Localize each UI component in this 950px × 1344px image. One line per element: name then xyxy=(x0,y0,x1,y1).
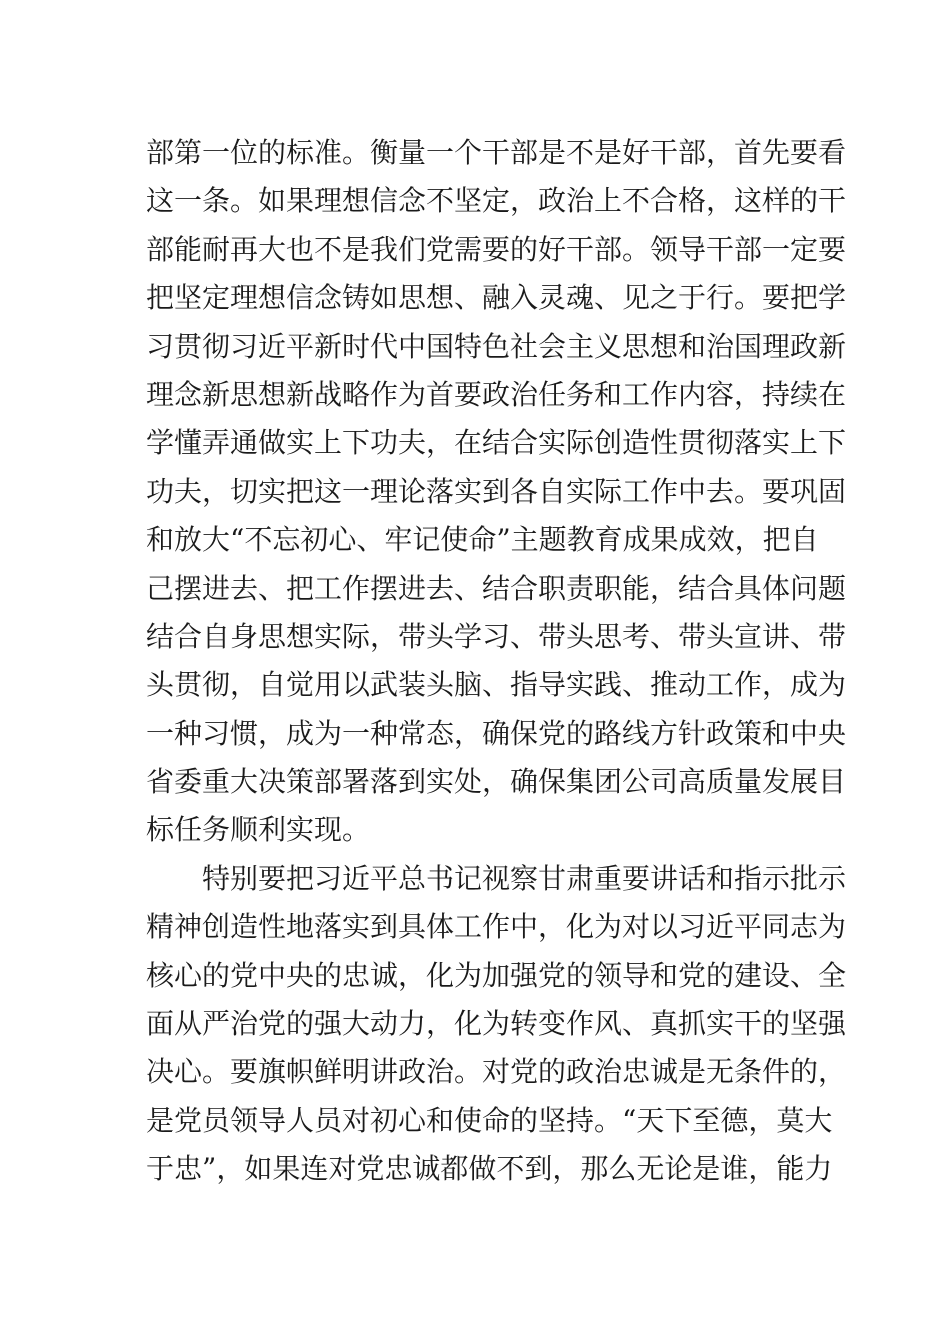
text-line: 把坚定理想信念铸如思想、融入灵魂、见之于行。要把学 xyxy=(146,281,847,315)
text-line: 结合自身思想实际，带头学习、带头思考、带头宣讲、带 xyxy=(146,619,847,653)
text-line: 决心。要旗帜鲜明讲政治。对党的政治忠诚是无条件的， xyxy=(146,1055,847,1089)
text-line: 理念新思想新战略作为首要政治任务和工作内容，持续在 xyxy=(146,377,847,411)
text-line: 一种习惯，成为一种常态，确保党的路线方针政策和中央 xyxy=(146,716,847,750)
text-line: 己摆进去、把工作摆进去、结合职责职能，结合具体问题 xyxy=(146,571,847,605)
text-line: 习贯彻习近平新时代中国特色社会主义思想和治国理政新 xyxy=(146,329,847,363)
paragraph-1 xyxy=(146,129,847,855)
text-line: 功夫，切实把这一理论落实到各自实际工作中去。要巩固 xyxy=(146,474,847,508)
text-line: 学懂弄通做实上下功夫，在结合实际创造性贯彻落实上下 xyxy=(146,426,847,460)
text-line: 和放大“不忘初心、牢记使命”主题教育成果成效，把自 xyxy=(146,523,819,557)
text-line: 头贯彻，自觉用以武装头脑、指导实践、推动工作，成为 xyxy=(146,668,847,702)
text-line: 特别要把习近平总书记视察甘肃重要讲话和指示批示 xyxy=(202,861,847,895)
text-line: 精神创造性地落实到具体工作中，化为对以习近平同志为 xyxy=(146,910,847,944)
text-line: 面从严治党的强大动力，化为转变作风、真抓实干的坚强 xyxy=(146,1007,847,1041)
text-line: 省委重大决策部署落到实处，确保集团公司高质量发展目 xyxy=(146,765,847,799)
text-line: 核心的党中央的忠诚，化为加强党的领导和党的建设、全 xyxy=(146,958,847,992)
text-line: 部能耐再大也不是我们党需要的好干部。领导干部一定要 xyxy=(146,232,847,266)
paragraph-2 xyxy=(146,855,847,1194)
text-line: 这一条。如果理想信念不坚定，政治上不合格，这样的干 xyxy=(146,184,847,218)
text-line: 部第一位的标准。衡量一个干部是不是好干部，首先要看 xyxy=(146,136,847,169)
body-text xyxy=(146,129,847,1194)
text-line: 标任务顺利实现。 xyxy=(146,813,371,847)
text-line: 是党员领导人员对初心和使命的坚持。“天下至德，莫大 xyxy=(146,1103,833,1137)
text-line: 于忠”，如果连对党忠诚都做不到，那么无论是谁，能力 xyxy=(146,1152,833,1186)
